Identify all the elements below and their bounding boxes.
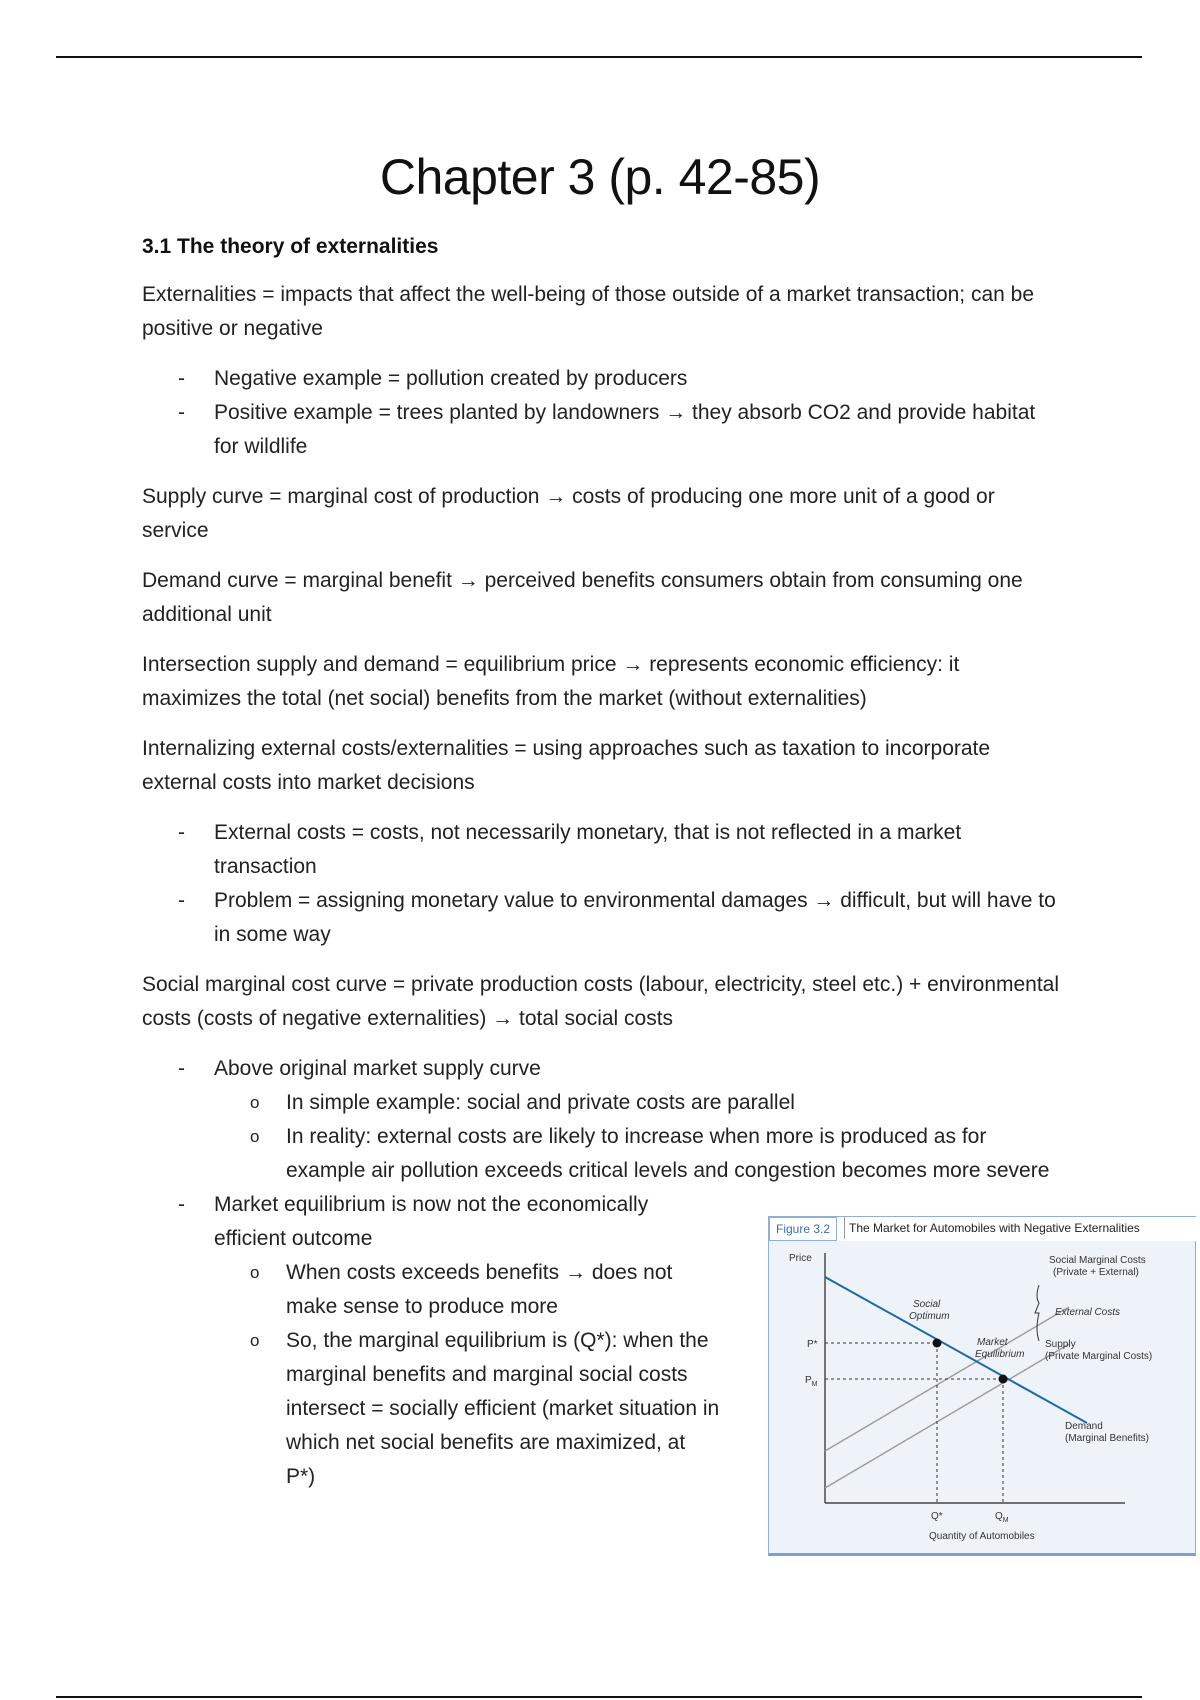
demand-curve (825, 1277, 1087, 1423)
sub-list (214, 1256, 720, 1494)
p-star-label: P* (807, 1339, 818, 1350)
figure-plot (769, 1241, 1197, 1553)
list-item-text: Above original market supply curve (214, 1057, 541, 1080)
sub-list-item: o In reality: external costs are likely to increase when more is produced as for example air pollution exceeds critical levels and congestion becomes more severe (286, 1120, 1062, 1188)
p-m-text: P (805, 1375, 812, 1386)
figure-caption: The Market for Automobiles with Negative Externalities (849, 1221, 1140, 1235)
social-optimum-point (933, 1339, 942, 1348)
figure-header (769, 1217, 1197, 1241)
bottom-rule (56, 1696, 1142, 1698)
paragraph-demand-curve: Demand curve = marginal benefit → perceived benefits consumers obtain from consuming one additional unit (142, 569, 1023, 626)
q-star-label: Q* (931, 1511, 943, 1522)
bullet-list-examples (142, 362, 1062, 464)
x-axis-label: Quantity of Automobiles (929, 1531, 1035, 1542)
supply-label-1: Supply (1045, 1339, 1076, 1350)
y-axis-label: Price (789, 1253, 812, 1264)
sub-list-item: o When costs exceeds benefits → does not make sense to produce more (286, 1256, 720, 1324)
page-title: Chapter 3 (p. 42-85) (379, 149, 821, 205)
q-m-label (995, 1511, 1009, 1524)
sub-list-item: o So, the marginal equilibrium is (Q*): when the marginal benefits and marginal social costs intersect = socially efficient (market situation in which net social benefits are maximized, at P*) (286, 1324, 720, 1494)
figure-number: Figure 3.2 (769, 1217, 837, 1241)
q-m-text: Q (995, 1511, 1003, 1522)
p-m-label (805, 1375, 818, 1388)
paragraph-intersection: Intersection supply and demand = equilibrium price → represents economic efficiency: it maximizes the total (net social) benefits from the market (without externalities) (142, 653, 960, 710)
bullet-list-external-costs (142, 816, 1062, 952)
social-optimum-label-1: Social (913, 1299, 941, 1310)
market-equilibrium-point (999, 1375, 1008, 1384)
list-item (214, 1052, 1062, 1188)
list-item: - External costs = costs, not necessarily monetary, that is not reflected in a market transaction (214, 816, 1062, 884)
paragraph-supply-curve: Supply curve = marginal cost of production → costs of producing one more unit of a good or service (142, 485, 995, 542)
list-item (214, 1188, 720, 1494)
paragraph-externalities: Externalities = impacts that affect the well-being of those outside of a market transaction; can be positive or negative (142, 283, 1035, 340)
paragraph-internalizing: Internalizing external costs/externalities = using approaches such as taxation to incorporate external costs into market decisions (142, 737, 991, 794)
supply-curve (825, 1344, 1069, 1488)
sub-list-item: o In simple example: social and private costs are parallel (286, 1086, 1062, 1120)
p-m-subscript: M (811, 1381, 818, 1388)
demand-label-2: (Marginal Benefits) (1065, 1433, 1149, 1444)
figure-header-divider (844, 1217, 845, 1239)
paragraph-social-marginal-cost: Social marginal cost curve = private production costs (labour, electricity, steel etc.) + environmental costs (costs of negative externalities) → total social costs (142, 973, 1060, 1030)
market-equilibrium-label-1: Market (977, 1337, 1008, 1348)
list-item: - Problem = assigning monetary value to environmental damages → difficult, but will have to in some way (214, 884, 1062, 952)
q-m-subscript: M (1002, 1517, 1009, 1524)
supply-label-2: (Private Marginal Costs) (1045, 1351, 1153, 1362)
market-equilibrium-label-2: Equilibrium (975, 1349, 1025, 1360)
list-item: - Negative example = pollution created by producers (214, 362, 1062, 396)
sub-list (214, 1086, 1062, 1188)
social-mc-label-2: (Private + External) (1053, 1267, 1139, 1278)
list-item-text: Market equilibrium is now not the economically efficient outcome (214, 1193, 649, 1250)
section-heading: 3.1 The theory of externalities (142, 235, 439, 258)
social-optimum-label-2: Optimum (909, 1311, 950, 1322)
social-mc-label-1: Social Marginal Costs (1049, 1255, 1146, 1266)
figure-market-automobiles (768, 1216, 1196, 1556)
list-item: - Positive example = trees planted by landowners → they absorb CO2 and provide habitat for wildlife (214, 396, 1062, 464)
demand-label-1: Demand (1065, 1421, 1103, 1432)
external-costs-label: External Costs (1055, 1307, 1121, 1318)
external-costs-brace (1035, 1285, 1039, 1341)
top-rule (56, 56, 1142, 58)
